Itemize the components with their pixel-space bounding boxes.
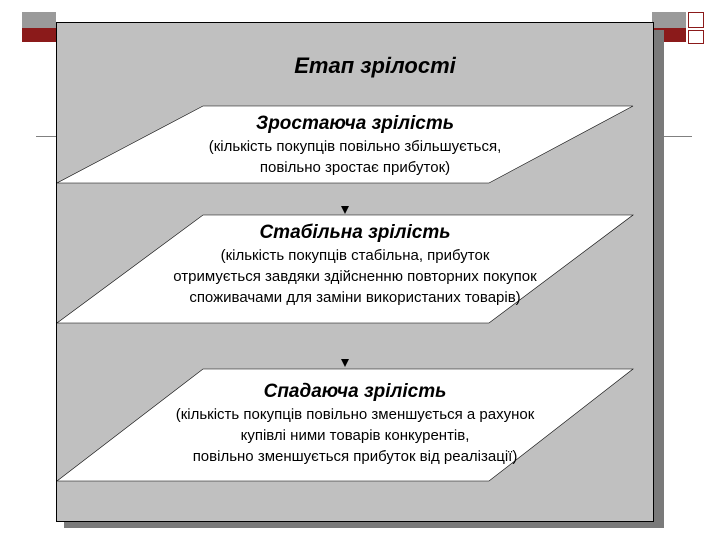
stage-3-heading: Спадаюча зрілість [263, 381, 447, 402]
decorative-square-top [688, 12, 704, 28]
decorative-gray-bar-right [652, 12, 686, 28]
stage-2-heading: Стабільна зрілість [259, 222, 451, 243]
stage-1-description: (кількість покупців повільно збільшується, повільно зростає прибуток) [208, 138, 502, 176]
decorative-red-bar-left [22, 28, 56, 42]
decorative-square-bottom [688, 30, 704, 44]
decorative-gray-bar-left [22, 12, 56, 28]
diagram-panel [56, 22, 654, 522]
stage-2 [57, 222, 653, 308]
stage-3-description: (кількість покупців повільно зменшується а рахунок купівлі ними товарів конкурентів, повільно зменшується прибуток від реалізації) [175, 406, 535, 465]
stage-3 [57, 381, 653, 467]
stage-1 [57, 113, 653, 178]
stage-2-description: (кількість покупців стабільна, прибуток отримується завдяки здійсненню повторних покупок споживачами для заміни використаних товарів) [173, 247, 537, 306]
stage-1-heading: Зростаюча зрілість [255, 113, 455, 134]
diagram-title: Етап зрілості [294, 53, 456, 78]
arrow-down-icon [341, 359, 349, 367]
arrow-down-icon [341, 206, 349, 214]
